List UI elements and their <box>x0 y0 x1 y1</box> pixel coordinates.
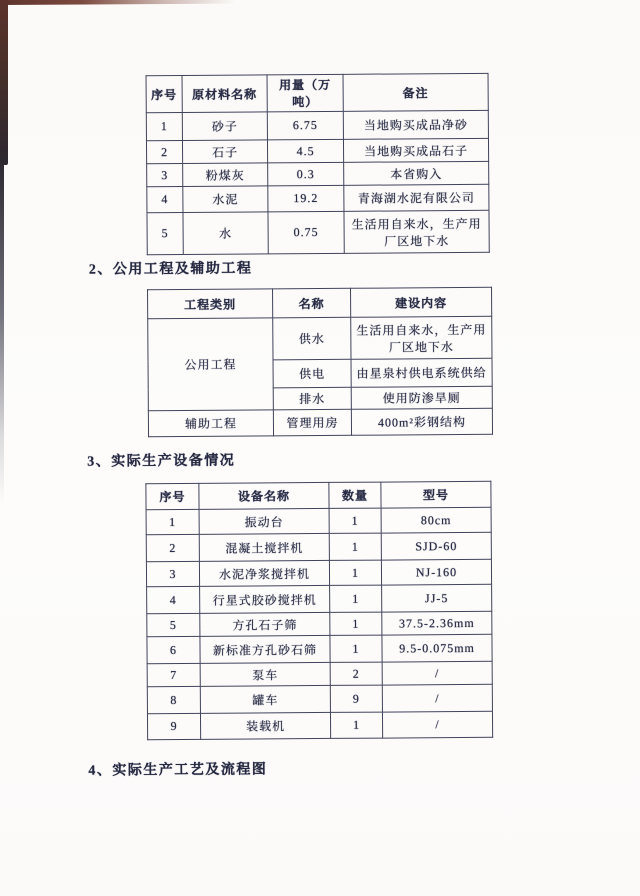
table-cell: 生活用自来水，生产用厂区地下水 <box>351 316 492 359</box>
section-4-heading: 4、实际生产工艺及流程图 <box>88 762 268 779</box>
table-cell: 4 <box>147 186 183 212</box>
table-header-row <box>146 73 488 112</box>
table-row <box>147 684 492 713</box>
table-cell: 3 <box>146 561 199 586</box>
table-header-row <box>146 481 491 509</box>
table-cell: 0.3 <box>268 162 344 186</box>
column-header: 原材料名称 <box>182 75 267 113</box>
table-cell: 水 <box>183 212 268 255</box>
table-cell: 9.5-0.075mm <box>382 634 492 662</box>
table-cell: 粉煤灰 <box>183 163 268 187</box>
table-row <box>148 316 492 360</box>
table-cell: 3 <box>147 163 183 186</box>
table-row <box>147 611 492 636</box>
table-cell: 生活用自来水，生产用厂区地下水 <box>344 210 489 253</box>
table-row <box>147 711 492 739</box>
column-header: 序号 <box>146 483 199 509</box>
table-cell: 2 <box>146 140 182 163</box>
column-header: 建设内容 <box>351 287 492 317</box>
table-cell: 4 <box>147 586 200 613</box>
table-cell-group-label: 公用工程 <box>148 318 274 411</box>
table-cell: 行星式胶砂搅拌机 <box>200 585 330 613</box>
utility-works-table <box>147 287 493 437</box>
table-row <box>146 532 491 561</box>
raw-materials-table <box>146 73 490 255</box>
table-cell: 罐车 <box>200 685 330 713</box>
table-cell: 5 <box>147 613 200 636</box>
table-cell: 排水 <box>273 387 351 410</box>
table-cell: 水泥 <box>183 186 268 213</box>
table-cell: 供水 <box>273 317 351 360</box>
table-cell: 1 <box>329 560 381 585</box>
table-cell: 19.2 <box>268 185 344 212</box>
table-cell: 6.75 <box>267 111 343 140</box>
scan-edge-left-artifact <box>0 0 8 165</box>
table-cell: / <box>382 711 492 738</box>
table-cell: 5 <box>147 212 183 254</box>
table-cell: 0.75 <box>268 211 344 254</box>
table-cell: 37.5-2.36mm <box>382 611 492 635</box>
table-row <box>146 559 491 586</box>
column-header: 数量 <box>329 482 381 508</box>
table-row <box>147 184 489 212</box>
table-cell: 1 <box>146 509 199 534</box>
table-cell: 400m²彩钢结构 <box>351 408 492 435</box>
column-header: 工程类别 <box>148 289 273 319</box>
table-cell: 1 <box>330 635 382 662</box>
column-header: 备注 <box>343 73 488 111</box>
section-2-heading: 2、公用工程及辅助工程 <box>88 261 253 278</box>
table-cell: 振动台 <box>199 508 329 534</box>
scan-edge-left-fade-artifact <box>0 160 4 505</box>
column-header: 设备名称 <box>199 482 329 509</box>
table-cell: 1 <box>330 585 382 612</box>
table-cell: 混凝土搅拌机 <box>199 533 329 561</box>
table-cell: 7 <box>147 663 200 686</box>
equipment-table <box>145 481 493 740</box>
table-cell: 供电 <box>273 359 351 388</box>
table-row <box>146 110 488 140</box>
table-cell: 当地购买成品石子 <box>343 138 488 162</box>
table-cell: 6 <box>147 636 200 663</box>
table-cell: JJ-5 <box>382 584 492 612</box>
table-cell: 9 <box>147 713 200 739</box>
table-cell: 方孔石子筛 <box>200 612 330 636</box>
column-header: 序号 <box>146 75 182 112</box>
table-row <box>147 661 492 686</box>
table-cell: / <box>382 661 492 685</box>
table-cell: 8 <box>147 686 200 713</box>
section-3-heading: 3、实际生产设备情况 <box>87 453 236 470</box>
column-header: 用量（万吨） <box>267 74 343 112</box>
table-cell: 石子 <box>182 140 267 164</box>
table-cell: 新标准方孔砂石筛 <box>200 635 330 663</box>
table-cell: NJ-160 <box>381 559 491 585</box>
table-cell: 80cm <box>381 507 491 533</box>
table-cell: 1 <box>330 712 382 738</box>
table-cell: 辅助工程 <box>148 410 273 437</box>
table-cell: 本省购入 <box>344 161 489 185</box>
table-cell: 1 <box>146 112 182 140</box>
table-row <box>146 138 488 163</box>
table-header-row <box>148 287 492 318</box>
table-row <box>147 161 489 186</box>
table-cell: 水泥净浆搅拌机 <box>199 560 329 586</box>
table-cell: 9 <box>330 685 382 712</box>
table-cell: 4.5 <box>267 139 343 163</box>
table-cell: SJD-60 <box>381 532 491 560</box>
table-row <box>147 584 492 613</box>
table-cell: 由星泉村供电系统供给 <box>351 358 492 387</box>
table-row <box>147 210 489 254</box>
table-cell: 1 <box>330 612 382 635</box>
table-cell: / <box>382 684 492 712</box>
table-cell: 管理用房 <box>273 409 351 436</box>
table-cell: 2 <box>330 662 382 685</box>
column-header: 名称 <box>273 288 351 318</box>
table-cell: 使用防渗旱厕 <box>351 386 492 409</box>
table-cell: 装载机 <box>200 712 330 739</box>
column-header: 型号 <box>381 481 491 508</box>
table-cell: 2 <box>146 534 199 561</box>
table-cell: 当地购买成品净砂 <box>343 110 488 139</box>
table-cell: 泵车 <box>200 662 330 686</box>
table-row <box>147 634 492 663</box>
table-cell: 1 <box>329 533 381 560</box>
table-cell: 砂子 <box>182 112 267 141</box>
table-cell: 青海湖水泥有限公司 <box>344 184 489 211</box>
table-row <box>146 507 491 534</box>
table-row <box>148 408 492 436</box>
table-cell: 1 <box>329 508 381 533</box>
